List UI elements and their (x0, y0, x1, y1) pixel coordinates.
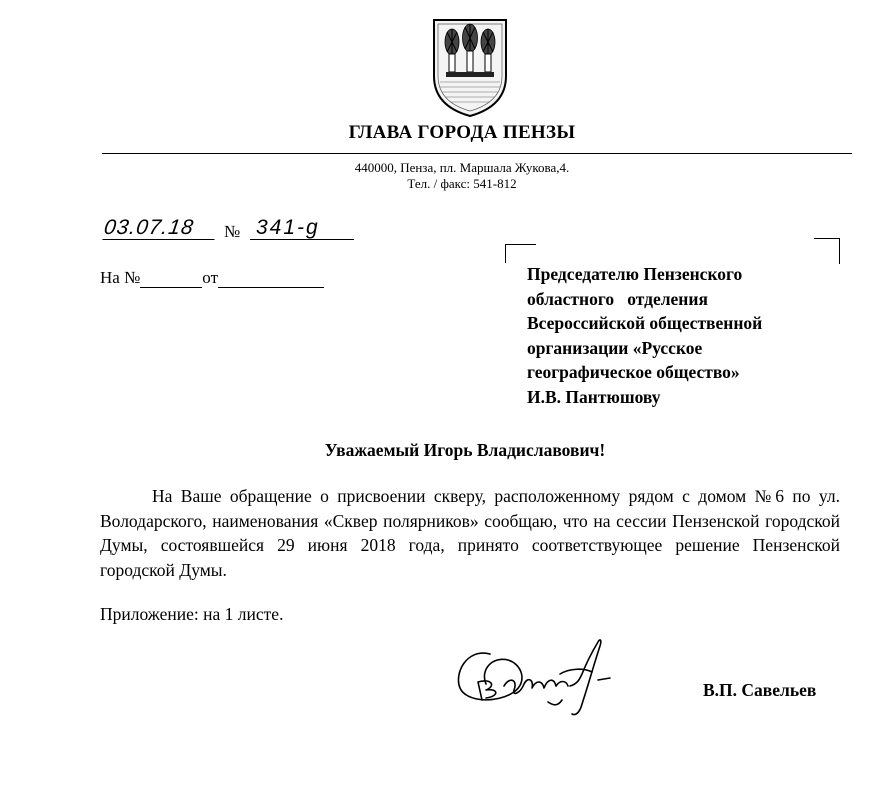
reply-reference (100, 268, 324, 288)
signer-name: В.П. Савельев (703, 680, 817, 700)
header-contacts (0, 160, 894, 192)
salutation: Уважаемый Игорь Владиславович! (324, 440, 606, 460)
address-bracket-left (505, 244, 536, 263)
outgoing-number: 341-g (250, 217, 354, 240)
phone-text: Тел. / факс: 541-812 (407, 176, 517, 191)
letter-body: На Ваше обращение о присвоении скверу, расположенному рядом с домом №6 по ул. Володарского, наименования «Сквер полярников» сообщаю, что на сессии Пензенской городской Думы, состоявшейся 29 июня 2018 года, принято соответствующее решение Пензенской городской Думы. (100, 486, 840, 580)
header-divider (102, 153, 852, 154)
outgoing-date: 03.07.18 (102, 217, 217, 240)
page-title: ГЛАВА ГОРОДА ПЕНЗЫ (348, 122, 576, 143)
address-text: 440000, Пенза, пл. Маршала Жукова,4. (354, 160, 570, 175)
handwritten-signature (452, 634, 622, 720)
recipient-block: Председателю Пензенского областного отделения Всероссийской общественной организации «Русское географическое общество» И.В. Пантюшову (527, 264, 763, 407)
annex-note: Приложение: на 1 листе. (100, 604, 284, 624)
reply-date-label: от (202, 268, 219, 287)
reply-number-blank (140, 270, 202, 288)
outgoing-number-label: № (224, 222, 241, 241)
reply-date-blank (218, 270, 324, 288)
reply-number-label: На № (100, 268, 141, 287)
address-bracket-right (814, 238, 840, 264)
coat-of-arms-icon (430, 14, 510, 118)
